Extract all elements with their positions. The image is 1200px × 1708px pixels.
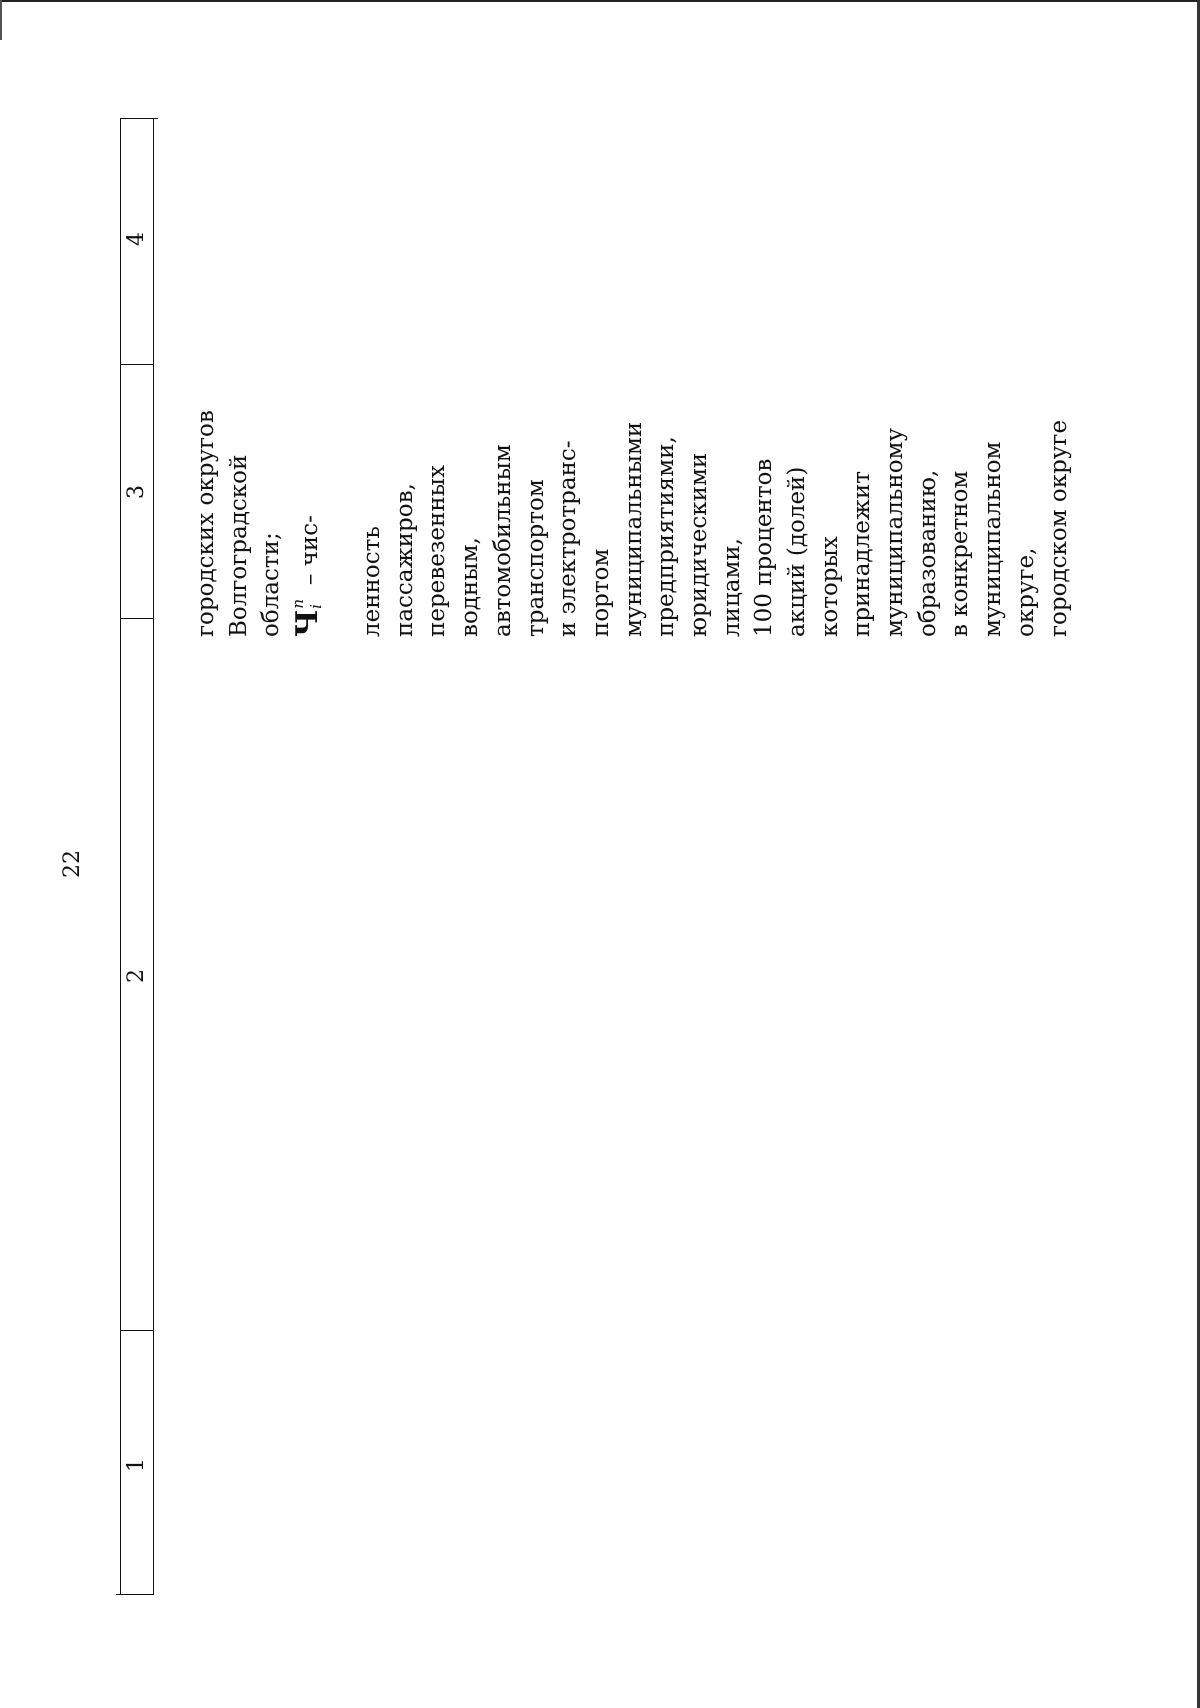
formula-line [288, 410, 356, 637]
cell-line: муниципальными [620, 421, 647, 637]
column-divider-1-2 [120, 1330, 154, 1331]
cell-line: принадлежит [849, 470, 876, 637]
cell-line: которых [816, 536, 843, 637]
formula-subscript: i [307, 604, 326, 609]
cell-line: городском округе [1045, 419, 1072, 637]
column-divider-3-4 [120, 364, 154, 365]
cell-line: водным, [457, 537, 484, 637]
formula-symbol: Ч [290, 609, 326, 637]
cell-line: и электротранс- [555, 440, 582, 637]
cell-line: в конкретном [947, 470, 974, 637]
cell-line: лицами, [718, 538, 745, 637]
cell-line: образованию, [914, 469, 941, 637]
cell-line: предприятиями, [653, 436, 680, 637]
cell-line: акций (долей) [784, 466, 810, 637]
cell-line: автомобильным [489, 444, 516, 637]
formula-tail: – чис- [297, 515, 324, 586]
scan-edge-left [0, 0, 2, 40]
cell-line: области; [258, 532, 285, 637]
cell-line: портом [587, 548, 614, 637]
cell-line: муниципальном [980, 441, 1007, 637]
table-border-outer [120, 118, 121, 1595]
column-header-1: 1 [124, 1458, 149, 1472]
column-divider-2-3 [120, 618, 154, 619]
cell-line: муниципальному [882, 428, 909, 637]
table-header-rule [153, 118, 154, 1595]
cell-line: ленность [359, 526, 386, 637]
cell-line: транспортом [522, 479, 549, 637]
column-header-4: 4 [124, 232, 149, 246]
cell-line: 100 процентов [751, 458, 778, 637]
cell-line: округе, [1012, 547, 1039, 637]
column-header-3: 3 [124, 485, 149, 499]
cell-line: юридическими [685, 452, 712, 637]
table-cell-column-3 [190, 410, 1075, 637]
cell-line: Волгоградской [225, 454, 252, 637]
page-number: 22 [60, 850, 85, 878]
cell-line: перевезенных [424, 465, 451, 637]
table-border-bottom-cap [116, 1594, 154, 1595]
scan-edge-top [0, 0, 1200, 2]
cell-line: пассажиров, [391, 483, 418, 637]
formula-superscript: п [289, 598, 308, 609]
column-header-2: 2 [124, 969, 149, 983]
cell-line: городских округов [193, 410, 219, 637]
